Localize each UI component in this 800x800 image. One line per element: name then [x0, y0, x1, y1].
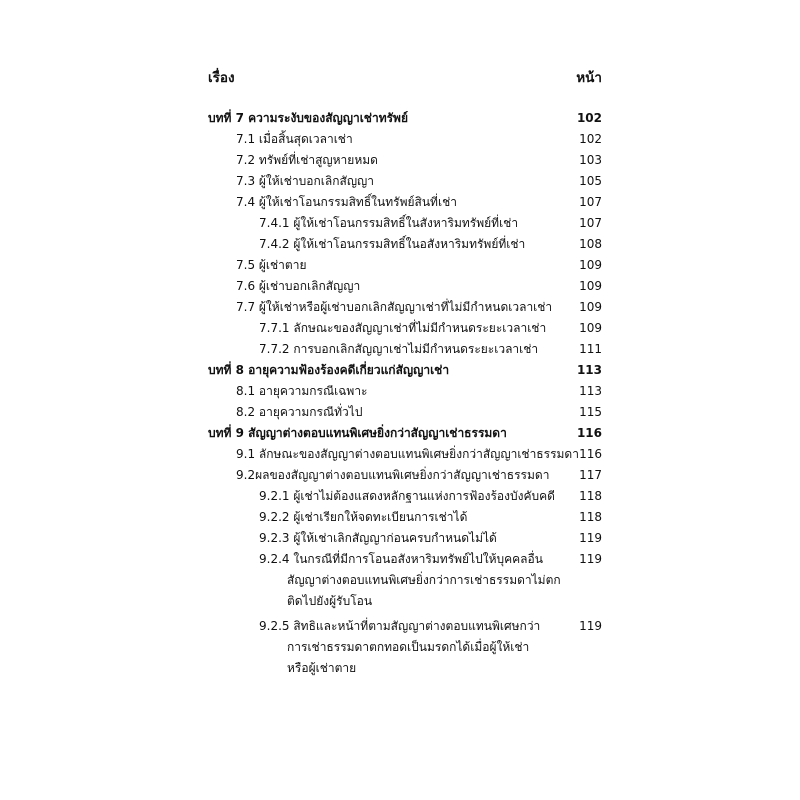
toc-entry: [0, 129, 800, 150]
toc-entry-title: 7.7.1 ลักษณะของสัญญาเช่าที่ไม่มีกำหนดระยะเวลาเช่า: [259, 321, 547, 335]
table-of-contents: [0, 108, 800, 679]
toc-entry-page: 109: [579, 321, 602, 335]
toc-entry-title: 9.2ผลของสัญญาต่างตอบแทนพิเศษยิ่งกว่าสัญญาเช่าธรรมดา: [236, 468, 550, 482]
toc-entry: [0, 402, 800, 423]
page-number-header: หน้า: [576, 70, 602, 86]
toc-entry-title: 9.2.1 ผู้เช่าไม่ต้องแสดงหลักฐานแห่งการฟ้องร้องบังคับคดี: [259, 489, 555, 503]
toc-entry-page: 113: [579, 384, 602, 398]
toc-entry: [0, 234, 800, 255]
toc-entry-title: 7.4.2 ผู้ให้เช่าโอนกรรมสิทธิ์ในอสังหาริมทรัพย์ที่เช่า: [259, 237, 526, 251]
toc-entry-page: 119: [579, 552, 602, 566]
toc-entry-page: 116: [576, 426, 602, 440]
toc-entry-title-continuation: การเช่าธรรมดาตกทอดเป็นมรดกได้เมื่อผู้ให้เช่า: [287, 640, 530, 654]
toc-entry-page: 109: [579, 258, 602, 272]
toc-entry-title: 9.2.4 ในกรณีที่มีการโอนอสังหาริมทรัพย์ไปให้บุคคลอื่น: [259, 552, 543, 566]
toc-entry-title-continuation: ติดไปยังผู้รับโอน: [287, 594, 373, 608]
toc-entry: [0, 318, 800, 339]
toc-chapter-entry: [0, 360, 800, 381]
toc-entry: [0, 616, 800, 679]
toc-entry-page: 116: [579, 447, 602, 461]
toc-entry: [0, 213, 800, 234]
toc-entry: [0, 339, 800, 360]
toc-entry-title: 7.7.2 การบอกเลิกสัญญาเช่าไม่มีกำหนดระยะเวลาเช่า: [259, 342, 539, 356]
toc-entry-title: 7.1 เมื่อสิ้นสุดเวลาเช่า: [236, 132, 353, 146]
toc-entry-page: 107: [579, 216, 602, 230]
toc-entry-page: 109: [579, 300, 602, 314]
toc-entry: [0, 192, 800, 213]
toc-entry-page: 115: [579, 405, 602, 419]
toc-entry-title: 8.2 อายุความกรณีทั่วไป: [236, 405, 363, 419]
toc-entry-title: 7.4 ผู้ให้เช่าโอนกรรมสิทธิ์ในทรัพย์สินที่เช่า: [236, 195, 457, 209]
toc-entry: [0, 549, 800, 612]
toc-entry-title: 9.2.3 ผู้ให้เช่าเลิกสัญญาก่อนครบกำหนดไม่ได้: [259, 531, 497, 545]
toc-chapter-entry: [0, 423, 800, 444]
toc-entry: [0, 507, 800, 528]
toc-entry-title: 7.2 ทรัพย์ที่เช่าสูญหายหมด: [236, 153, 378, 167]
toc-entry: [0, 528, 800, 549]
toc-entry-page: 109: [579, 279, 602, 293]
toc-entry-title: บทที่ 8 อายุความฟ้องร้องคดีเกี่ยวแก่สัญญาเช่า: [208, 363, 450, 377]
toc-entry-page: 105: [579, 174, 602, 188]
toc-entry-page: 103: [579, 153, 602, 167]
toc-entry: [0, 486, 800, 507]
toc-entry-title-continuation: สัญญาต่างตอบแทนพิเศษยิ่งกว่าการเช่าธรรมดาไม่ตก: [287, 573, 561, 587]
toc-entry-page: 119: [579, 619, 602, 633]
toc-entry-page: 118: [579, 489, 602, 503]
toc-entry-title: 7.5 ผู้เช่าตาย: [236, 258, 307, 272]
toc-entry: [0, 465, 800, 486]
toc-entry-title: 7.4.1 ผู้ให้เช่าโอนกรรมสิทธิ์ในสังหาริมทรัพย์ที่เช่า: [259, 216, 519, 230]
toc-entry: [0, 297, 800, 318]
toc-entry: [0, 255, 800, 276]
toc-entry: [0, 444, 800, 465]
toc-entry-page: 119: [579, 531, 602, 545]
toc-entry-title: 9.1 ลักษณะของสัญญาต่างตอบแทนพิเศษยิ่งกว่าสัญญาเช่าธรรมดา: [236, 447, 579, 461]
toc-entry-title: บทที่ 7 ความระงับของสัญญาเช่าทรัพย์: [208, 111, 408, 125]
toc-entry-page: 117: [579, 468, 602, 482]
toc-entry-title: 9.2.2 ผู้เช่าเรียกให้จดทะเบียนการเช่าได้: [259, 510, 468, 524]
toc-entry: [0, 276, 800, 297]
toc-entry: [0, 150, 800, 171]
subject-header: เรื่อง: [208, 70, 235, 86]
toc-entry: [0, 381, 800, 402]
toc-entry-page: 118: [579, 510, 602, 524]
toc-entry-page: 113: [576, 363, 602, 377]
toc-entry-page: 111: [579, 342, 602, 356]
toc-entry-page: 102: [579, 132, 602, 146]
toc-entry-title: 7.7 ผู้ให้เช่าหรือผู้เช่าบอกเลิกสัญญาเช่าที่ไม่มีกำหนดเวลาเช่า: [236, 300, 553, 314]
toc-entry-title: 9.2.5 สิทธิและหน้าที่ตามสัญญาต่างตอบแทนพิเศษกว่า: [259, 619, 541, 633]
toc-chapter-entry: [0, 108, 800, 129]
toc-entry-title: 8.1 อายุความกรณีเฉพาะ: [236, 384, 368, 398]
toc-entry-title: บทที่ 9 สัญญาต่างตอบแทนพิเศษยิ่งกว่าสัญญาเช่าธรรมดา: [208, 426, 507, 440]
toc-entry-title: 7.3 ผู้ให้เช่าบอกเลิกสัญญา: [236, 174, 375, 188]
toc-entry-page: 108: [579, 237, 602, 251]
toc-entry-page: 102: [576, 111, 602, 125]
toc-entry: [0, 171, 800, 192]
toc-entry-title-continuation: หรือผู้เช่าตาย: [287, 661, 357, 675]
toc-entry-title: 7.6 ผู้เช่าบอกเลิกสัญญา: [236, 279, 361, 293]
toc-entry-page: 107: [579, 195, 602, 209]
